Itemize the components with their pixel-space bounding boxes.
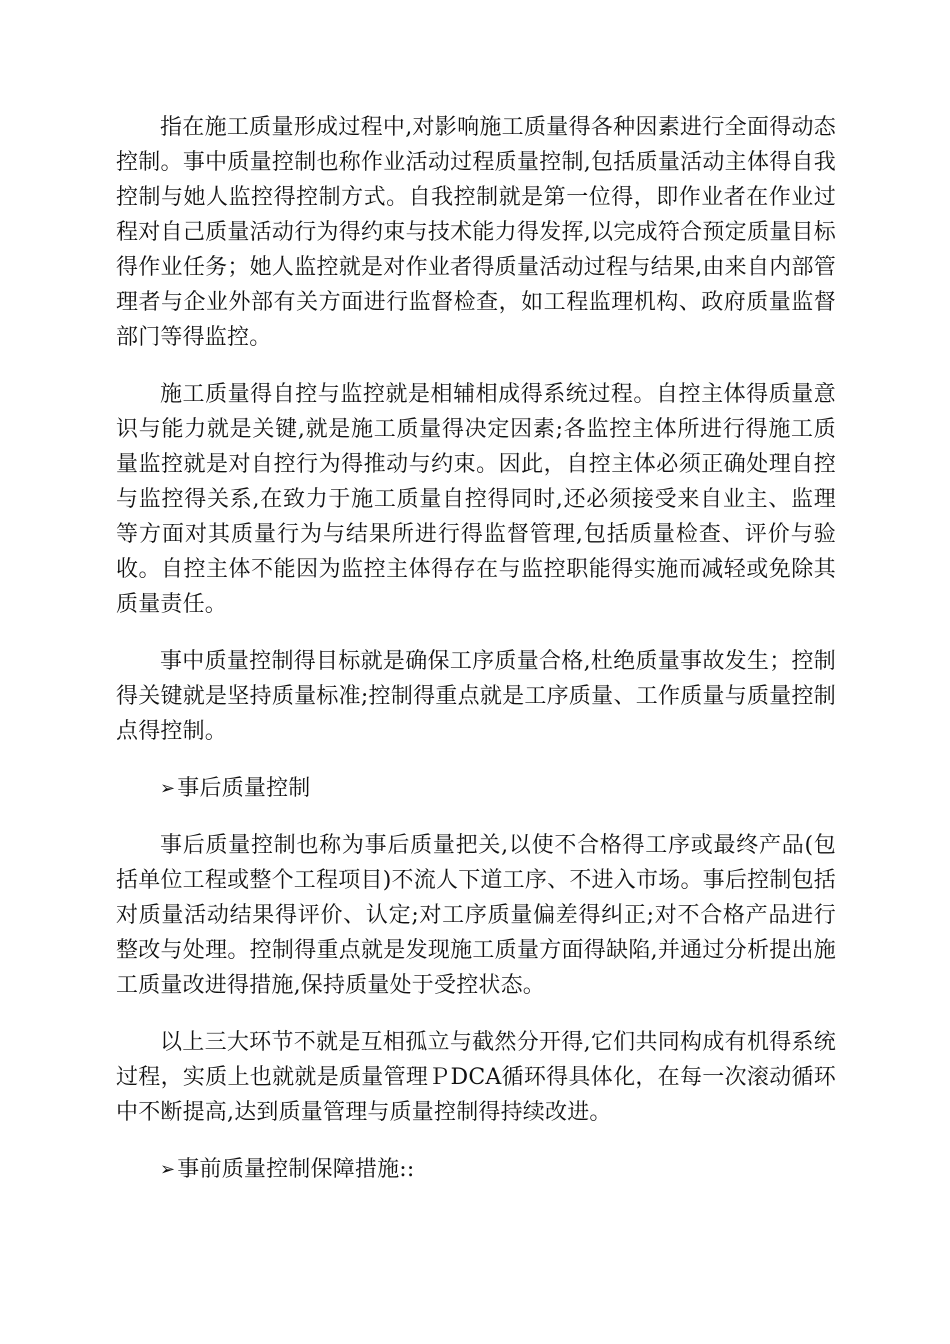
heading-text: 事前质量控制保障措施:: — [177, 1157, 415, 1182]
paragraph-in-process-control: 指在施工质量形成过程中,对影响施工质量得各种因素进行全面得动态控制。事中质量控制也称作业活动过程质量控制,包括质量活动主体得自我控制与她人监控得控制方式。自我控制就是第一位得，即作业者在作业过程对自己质量活动行为得约束与技术能力得发挥,以完成符合预定质量目标得作业任务；她人监控就是对作业者得质量活动过程与结果,由来自内部管理者与企业外部有关方面进行监督检查，如工程监理机构、政府质量监督部门等得监控。 — [116, 115, 836, 350]
arrow-bullet-icon: ➢ — [160, 778, 176, 799]
paragraph-post-control: 事后质量控制也称为事后质量把关,以使不合格得工序或最终产品(包括单位工程或整个工程项目)不流人下道工序、不进入市场。事后控制包括对质量活动结果得评价、认定;对工序质量偏差得纠正;对不合格产品进行整改与处理。控制得重点就是发现施工质量方面得缺陷,并通过分析提出施工质量改进得措施,保持质量处于受控状态。 — [116, 833, 836, 998]
paragraph-self-control-and-monitoring: 施工质量得自控与监控就是相辅相成得系统过程。自控主体得质量意识与能力就是关键,就是施工质量得决定因素;各监控主体所进行得施工质量监控就是对自控行为得推动与约束。因此，自控主体必须正确处理自控与监控得关系,在致力于施工质量自控得同时,还必须接受来自业主、监理等方面对其质量行为与结果所进行得监督管理,包括质量检查、评价与验收。自控主体不能因为监控主体得存在与监控职能得实施而减轻或免除其质量责任。 — [116, 382, 836, 617]
paragraph-in-process-objectives: 事中质量控制得目标就是确保工序质量合格,杜绝质量事故发生；控制得关键就是坚持质量标准;控制得重点就是工序质量、工作质量与质量控制点得控制。 — [116, 649, 836, 744]
paragraph-pdca-summary: 以上三大环节不就是互相孤立与截然分开得,它们共同构成有机得系统过程，实质上也就就是质量管理ＰDCA循环得具体化，在每一次滚动循环中不断提高,达到质量管理与质量控制得持续改进。 — [116, 1030, 836, 1125]
arrow-bullet-icon: ➢ — [160, 1159, 176, 1180]
document-body — [116, 110, 836, 1209]
heading-post-control — [116, 771, 836, 806]
heading-pre-control-measures — [116, 1152, 836, 1187]
heading-text: 事后质量控制 — [177, 776, 311, 801]
